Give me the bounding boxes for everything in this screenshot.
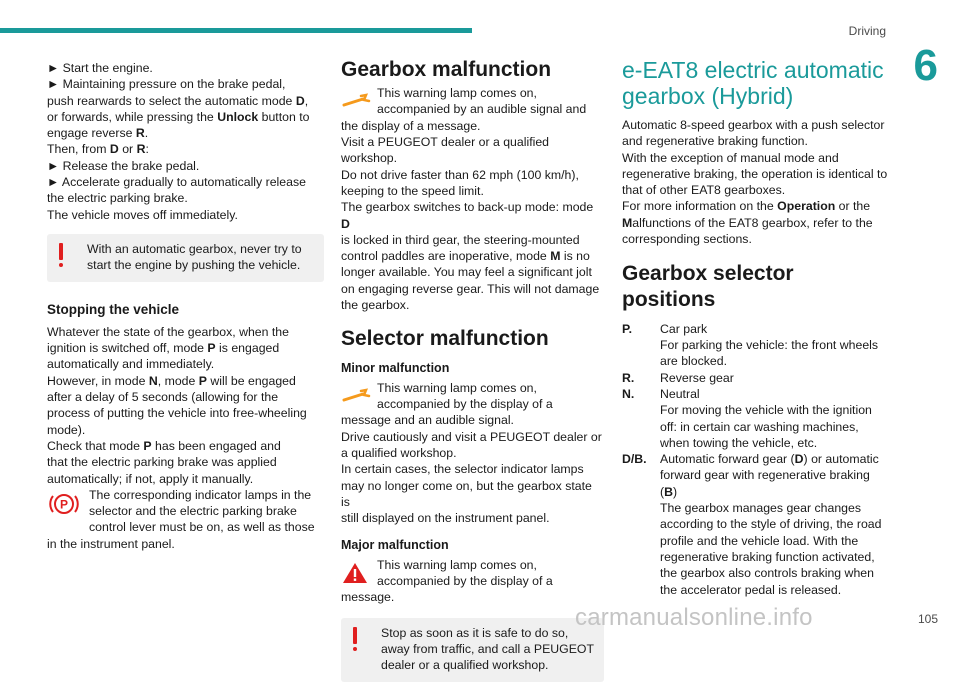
text-line: control paddles are inoperative, mode M is no <box>341 249 590 264</box>
minor-lamp-note <box>341 380 604 429</box>
start-instructions <box>47 60 324 223</box>
text-line: ► Release the brake pedal. <box>47 158 200 173</box>
text-line: With the exception of manual mode and <box>622 150 839 165</box>
minor-lamp-text: This warning lamp comes on, accompanied by the display of a message and an audible signal. <box>341 380 553 428</box>
position-label: Reverse gear <box>660 370 734 385</box>
text-line: However, in mode N, mode P will be engaged <box>47 373 296 388</box>
selector-malfunction-heading: Selector malfunction <box>341 327 549 351</box>
text-line: automatically and immediately. <box>47 357 215 372</box>
text-line: Whatever the state of the gearbox, when the <box>47 324 289 339</box>
position-desc <box>660 386 888 451</box>
stop-warning-box <box>341 618 604 682</box>
text-line: that the electric parking brake was applied <box>47 455 277 470</box>
position-description: For moving the vehicle with the ignition off: in certain car washing machines, when towing the vehicle, etc. <box>660 403 872 450</box>
minor-malfunction-heading: Minor malfunction <box>341 360 450 375</box>
text-line: ► Accelerate gradually to automatically release <box>47 175 306 190</box>
text-line: longer available. You may feel a significant jolt <box>341 265 592 280</box>
column-3 <box>622 57 888 598</box>
text-line: ► Start the engine. <box>47 61 153 75</box>
text-line: that of other EAT8 gearboxes. <box>622 183 786 198</box>
position-desc <box>660 451 888 598</box>
text-line: after a delay of 5 seconds (allowing for the <box>47 390 279 405</box>
text-line: push rearwards to select the automatic mode D, <box>47 93 309 108</box>
text-line: Automatic 8-speed gearbox with a push selector <box>622 118 885 132</box>
gearbox-malfunction-heading: Gearbox malfunction <box>341 58 552 81</box>
major-lamp-text: This warning lamp comes on, accompanied by the display of a message. <box>341 557 553 605</box>
position-desc <box>660 370 888 386</box>
position-key: R. <box>622 370 635 385</box>
watermark: carmanualsonline.info <box>575 604 813 631</box>
lamp-text: The corresponding indicator lamps in the selector and the electric parking brake control lever must be on, as well as those in the instrument panel. <box>47 487 315 551</box>
position-desc <box>660 321 888 370</box>
positions-list <box>622 321 888 598</box>
e-eat8-intro <box>622 117 888 247</box>
chapter-number: 6 <box>913 41 938 90</box>
text-line: engage reverse R. <box>47 126 149 141</box>
text-line: ignition is switched off, mode P is engaged <box>47 341 280 356</box>
text-line: Do not drive faster than 62 mph (100 km/h), <box>341 167 579 182</box>
stopping-heading: Stopping the vehicle <box>47 301 180 317</box>
text-line: process of putting the vehicle into free-wheeling <box>47 406 307 421</box>
text-line: a qualified workshop. <box>341 446 457 461</box>
gearbox-lamp-note <box>341 85 604 134</box>
e-eat8-heading: e-EAT8 electric automatic gearbox (Hybrid) <box>622 57 884 109</box>
text-line: is locked in third gear, the steering-mounted <box>341 232 580 247</box>
text-line: Then, from D or R: <box>47 142 149 157</box>
red-triangle-warning-icon <box>341 561 369 585</box>
text-line: Visit a PEUGEOT dealer or a qualified workshop. <box>341 135 550 166</box>
text-line: on engaging reverse gear. This will not damage <box>341 281 600 296</box>
text-line: Drive cautiously and visit a PEUGEOT dealer or <box>341 429 602 444</box>
text-line: The vehicle moves off immediately. <box>47 207 238 222</box>
text-line: the gearbox. <box>341 298 410 313</box>
warning-text: With an automatic gearbox, never try to start the engine by pushing the vehicle. <box>87 241 302 273</box>
text-line: or forwards, while pressing the Unlock button to <box>47 109 310 124</box>
position-label: Car park <box>660 321 708 336</box>
text-line: corresponding sections. <box>622 232 752 247</box>
stopping-text <box>47 324 324 487</box>
svg-text:P: P <box>59 497 69 512</box>
position-key: P. <box>622 321 633 336</box>
orange-wrench-icon <box>341 388 371 406</box>
text-line: ► Maintaining pressure on the brake pedal, <box>47 77 286 92</box>
text-line: Check that mode P has been engaged and <box>47 438 281 453</box>
selector-positions-heading: Gearbox selector positions <box>622 262 794 311</box>
position-key: N. <box>622 386 635 401</box>
column-2 <box>341 57 604 682</box>
header-accent-bar <box>0 28 472 33</box>
text-line: and regenerative braking function. <box>622 134 808 149</box>
text-line: keeping to the speed limit. <box>341 183 484 198</box>
gearbox-lamp-text: This warning lamp comes on, accompanied by an audible signal and the display of a message. <box>341 86 587 133</box>
position-description: For parking the vehicle: the front wheels are blocked. <box>660 338 879 369</box>
text-line: The gearbox switches to back-up mode: mode D <box>341 200 594 231</box>
stop-warning-text: Stop as soon as it is safe to do so, away from traffic, and call a PEUGEOT dealer or a qualified workshop. <box>381 625 594 673</box>
gearbox-text <box>341 134 604 313</box>
major-lamp-note <box>341 557 604 606</box>
text-line: automatically; if not, apply it manually. <box>47 471 254 486</box>
position-label: Neutral <box>660 386 700 401</box>
text-line: Malfunctions of the EAT8 gearbox, refer to the <box>622 215 873 230</box>
text-line: still displayed on the instrument panel. <box>341 511 550 526</box>
minor-text <box>341 429 604 527</box>
text-line: mode). <box>47 422 86 437</box>
text-line: For more information on the Operation or the <box>622 199 871 214</box>
column-1 <box>47 60 324 552</box>
orange-wrench-icon <box>341 93 371 111</box>
red-exclamation-icon <box>351 627 359 651</box>
position-label: Automatic forward gear (D) or automatic forward gear with regenerative braking (B) <box>660 452 879 499</box>
section-title: Driving <box>848 24 886 38</box>
red-parking-brake-icon <box>47 489 81 519</box>
red-exclamation-icon <box>57 243 65 267</box>
major-malfunction-heading: Major malfunction <box>341 537 449 552</box>
text-line: regenerative braking, the operation is identical to <box>622 166 888 181</box>
page-number: 105 <box>917 612 938 626</box>
position-description: The gearbox manages gear changes according to the style of driving, the road profile and the vehicle load. With the regenerative braking function activated, the gearbox also controls braking when the accelerator pedal is released. <box>660 501 882 597</box>
text-line: In certain cases, the selector indicator lamps <box>341 462 584 477</box>
parking-lamp-note <box>47 487 324 552</box>
text-line: may no longer come on, but the gearbox state is <box>341 478 592 509</box>
text-line: the electric parking brake. <box>47 191 188 206</box>
position-key: D/B. <box>622 452 647 467</box>
warning-box <box>47 234 324 282</box>
